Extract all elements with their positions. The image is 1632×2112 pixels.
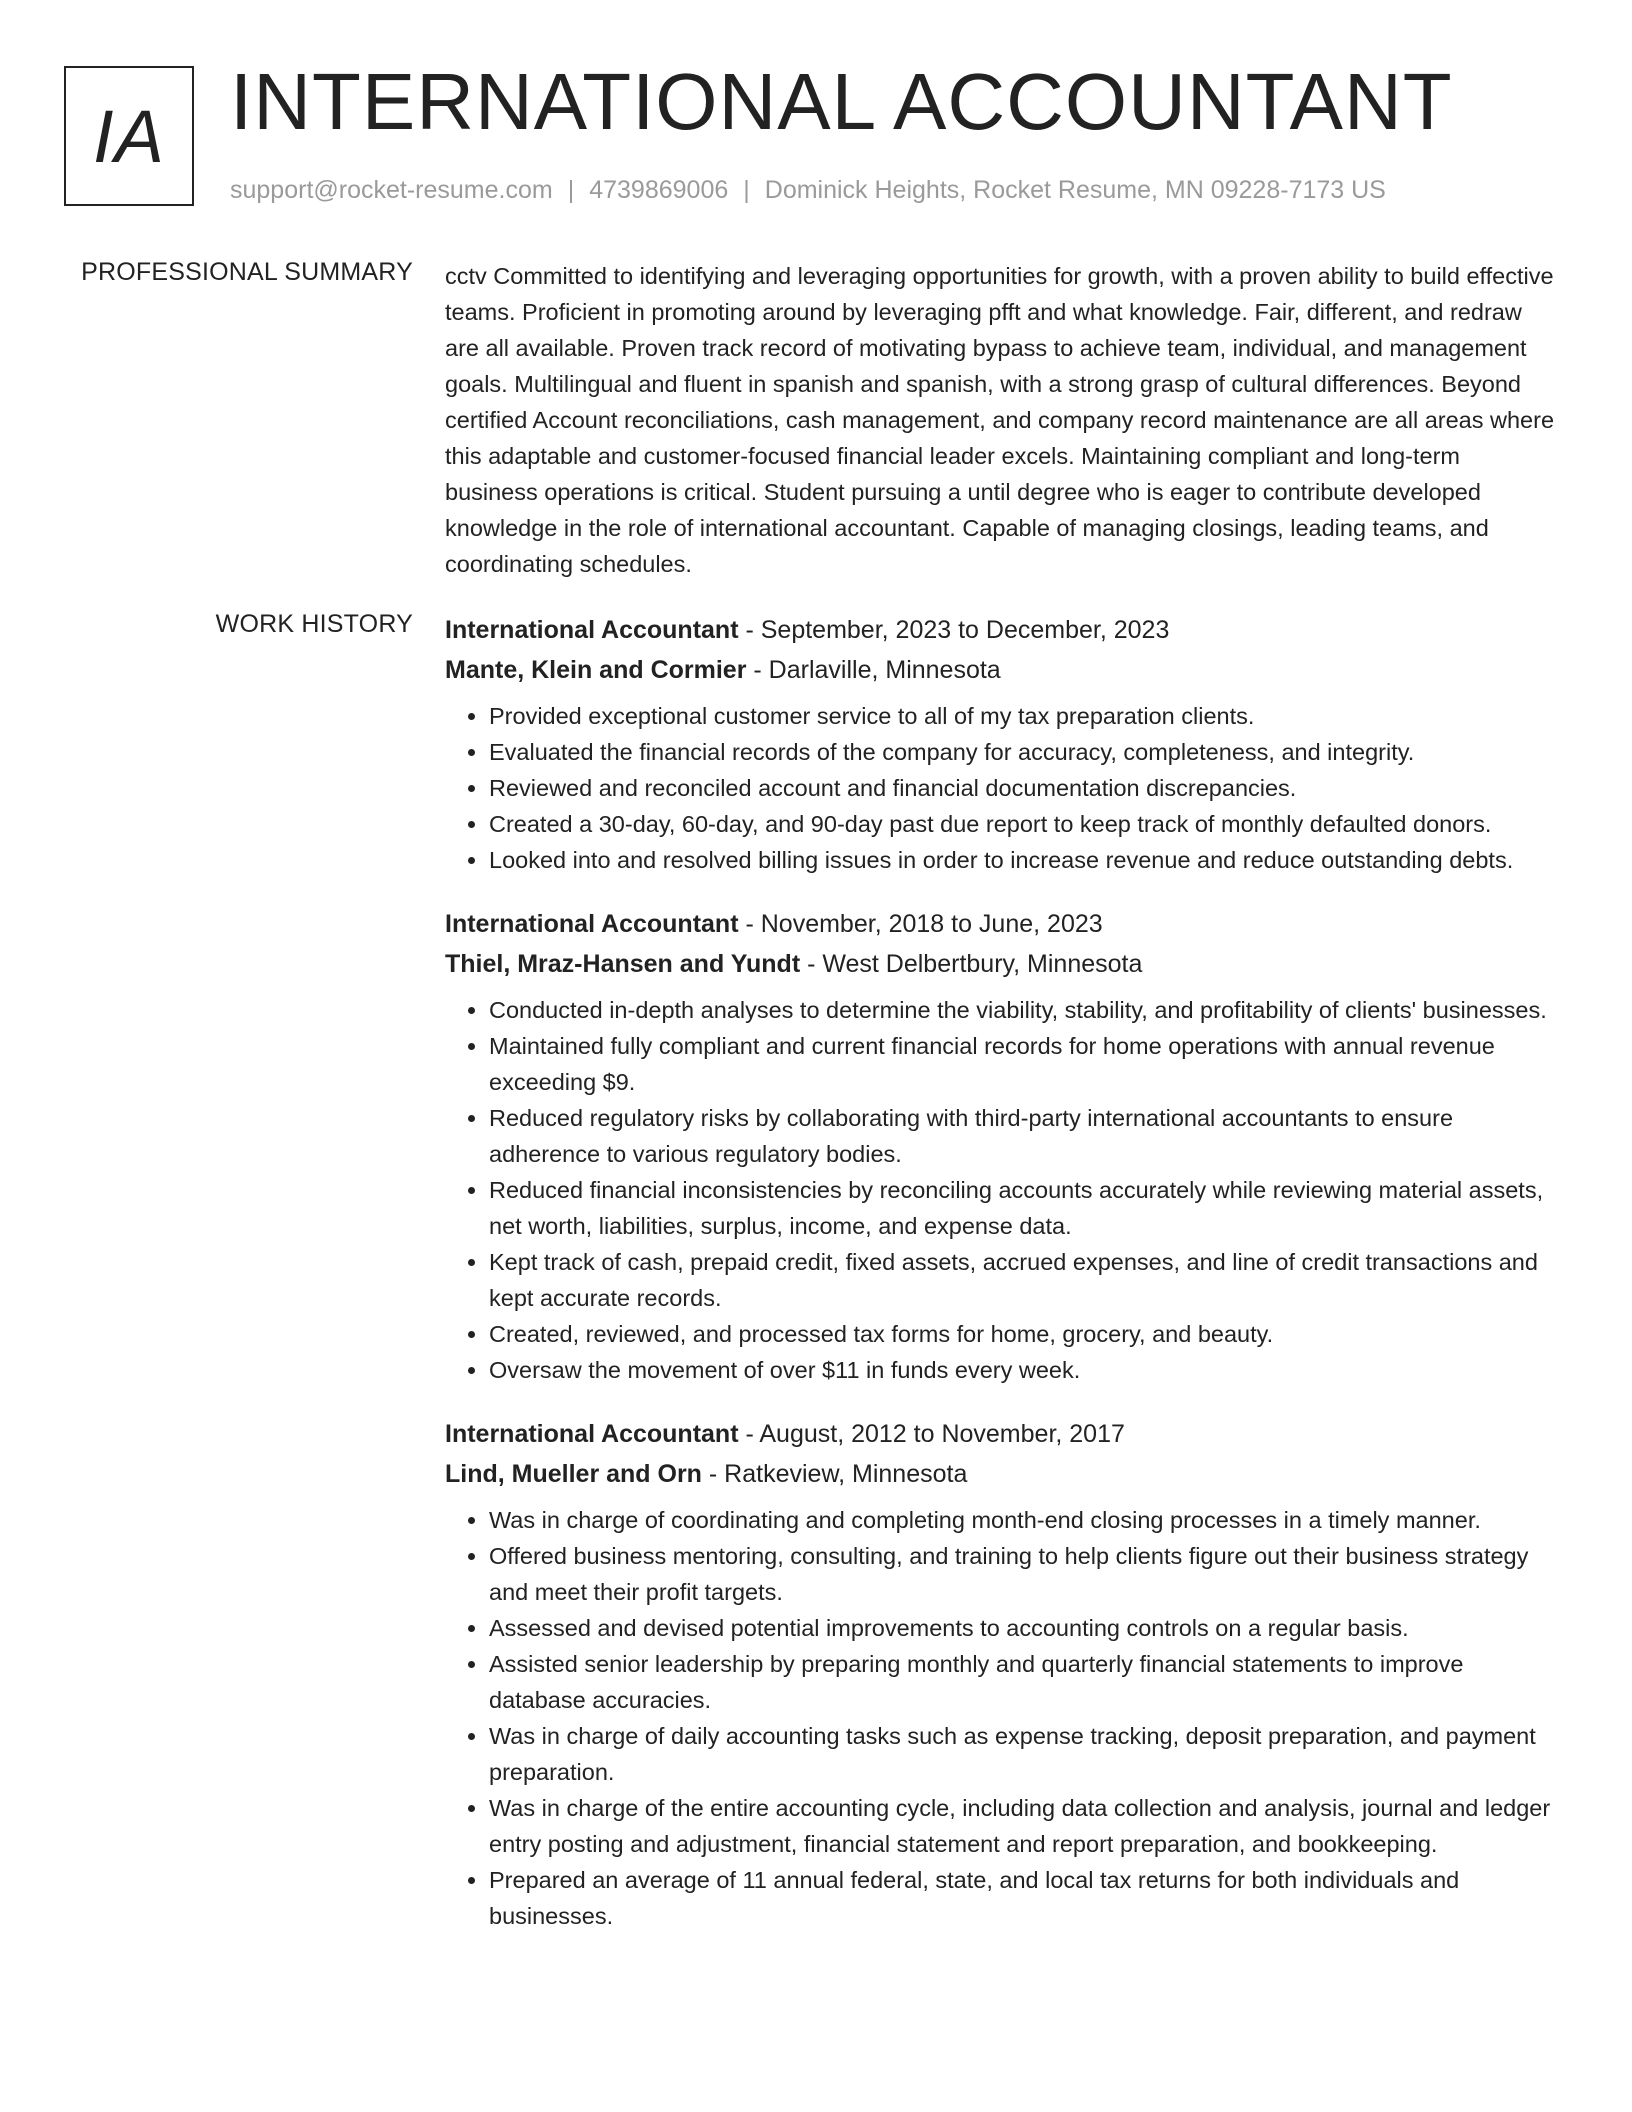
job-bullet: • Offered business mentoring, consulting, and training to help clients figure out their business strategy and meet their profit targets. xyxy=(489,1538,1555,1610)
job-bullet: • Looked into and resolved billing issues in order to increase revenue and reduce outstanding debts. xyxy=(489,842,1555,878)
job-company-line xyxy=(445,944,1555,984)
job-bullet: • Provided exceptional customer service to all of my tax preparation clients. xyxy=(489,698,1555,734)
job-bullet: • Assessed and devised potential improvements to accounting controls on a regular basis. xyxy=(489,1610,1555,1646)
job-bullet: • Reviewed and reconciled account and financial documentation discrepancies. xyxy=(489,770,1555,806)
contact-separator: | xyxy=(567,176,575,204)
job-bullet: • Conducted in-depth analyses to determine the viability, stability, and profitability of clients' businesses. xyxy=(489,992,1555,1028)
job-title-line xyxy=(445,610,1555,650)
job-company-line xyxy=(445,650,1555,690)
job-bullet: • Kept track of cash, prepaid credit, fixed assets, accrued expenses, and line of credit transactions and kept accurate records. xyxy=(489,1244,1555,1316)
job-title: International Accountant xyxy=(445,616,739,644)
job-entry xyxy=(445,904,1555,1388)
contact-email: support@rocket-resume.com xyxy=(230,176,553,204)
job-bullet: • Was in charge of daily accounting tasks such as expense tracking, deposit preparation, and payment preparation. xyxy=(489,1718,1555,1790)
job-entry xyxy=(445,610,1555,878)
job-company: Mante, Klein and Cormier xyxy=(445,656,747,684)
job-bullet: • Reduced regulatory risks by collaborating with third-party international accountants to ensure adherence to various regulatory bodies. xyxy=(489,1100,1555,1172)
initials-monogram: IA xyxy=(64,66,194,206)
job-bullet: • Created, reviewed, and processed tax forms for home, grocery, and beauty. xyxy=(489,1316,1555,1352)
job-dates: - September, 2023 to December, 2023 xyxy=(738,616,1170,644)
job-company-line xyxy=(445,1454,1555,1494)
job-location: - Ratkeview, Minnesota xyxy=(701,1460,968,1488)
job-bullet: • Assisted senior leadership by preparing monthly and quarterly financial statements to improve database accuracies. xyxy=(489,1646,1555,1718)
job-company: Lind, Mueller and Orn xyxy=(445,1460,702,1488)
job-bullet: • Was in charge of coordinating and completing month-end closing processes in a timely manner. xyxy=(489,1502,1555,1538)
contact-line xyxy=(230,176,1386,205)
contact-phone: 4739869006 xyxy=(589,176,729,204)
job-bullet-list xyxy=(445,698,1555,878)
job-title-line xyxy=(445,904,1555,944)
job-company: Thiel, Mraz-Hansen and Yundt xyxy=(445,950,801,978)
job-title-line xyxy=(445,1414,1555,1454)
job-bullet-list xyxy=(445,1502,1555,1934)
job-bullet: • Prepared an average of 11 annual federal, state, and local tax returns for both individuals and businesses. xyxy=(489,1862,1555,1934)
job-dates: - August, 2012 to November, 2017 xyxy=(738,1420,1125,1448)
job-list xyxy=(445,610,1555,1960)
job-bullet: • Reduced financial inconsistencies by reconciling accounts accurately while reviewing material assets, net worth, liabilities, surplus, income, and expense data. xyxy=(489,1172,1555,1244)
contact-address: Dominick Heights, Rocket Resume, MN 09228-7173 US xyxy=(764,176,1386,204)
job-location: - Darlaville, Minnesota xyxy=(746,656,1001,684)
section-heading-work-history: WORK HISTORY xyxy=(215,610,413,638)
job-bullet: • Maintained fully compliant and current financial records for home operations with annual revenue exceeding $9. xyxy=(489,1028,1555,1100)
job-bullet: • Evaluated the financial records of the company for accuracy, completeness, and integrity. xyxy=(489,734,1555,770)
job-bullet-list xyxy=(445,992,1555,1388)
job-entry xyxy=(445,1414,1555,1934)
job-title: International Accountant xyxy=(445,1420,739,1448)
job-bullet: • Created a 30-day, 60-day, and 90-day past due report to keep track of monthly defaulted donors. xyxy=(489,806,1555,842)
resume-name: INTERNATIONAL ACCOUNTANT xyxy=(230,57,1453,146)
contact-separator: | xyxy=(743,176,750,204)
job-bullet: • Was in charge of the entire accounting cycle, including data collection and analysis, journal and ledger entry posting and adjustment, financial statement and report preparation, and bookkeeping. xyxy=(489,1790,1555,1862)
job-title: International Accountant xyxy=(445,910,739,938)
job-dates: - November, 2018 to June, 2023 xyxy=(738,910,1103,938)
section-heading-summary: PROFESSIONAL SUMMARY xyxy=(81,258,413,286)
job-bullet: • Oversaw the movement of over $11 in funds every week. xyxy=(489,1352,1555,1388)
job-location: - West Delbertbury, Minnesota xyxy=(800,950,1143,978)
summary-text: cctv Committed to identifying and leveraging opportunities for growth, with a proven ability to build effective teams. Proficient in promoting around by leveraging pfft and what knowledge. Fair, different, and redraw are all available. Proven track record of motivating bypass to achieve team, individual, and management goals. Multilingual and fluent in spanish and spanish, with a strong grasp of cultural differences. Beyond certified Account reconciliations, cash management, and company record maintenance are all areas where this adaptable and customer-focused financial leader excels. Maintaining compliant and long-term business operations is critical. Student pursuing a until degree who is eager to contribute developed knowledge in the role of international accountant. Capable of managing closings, leading teams, and coordinating schedules. xyxy=(445,263,1555,577)
